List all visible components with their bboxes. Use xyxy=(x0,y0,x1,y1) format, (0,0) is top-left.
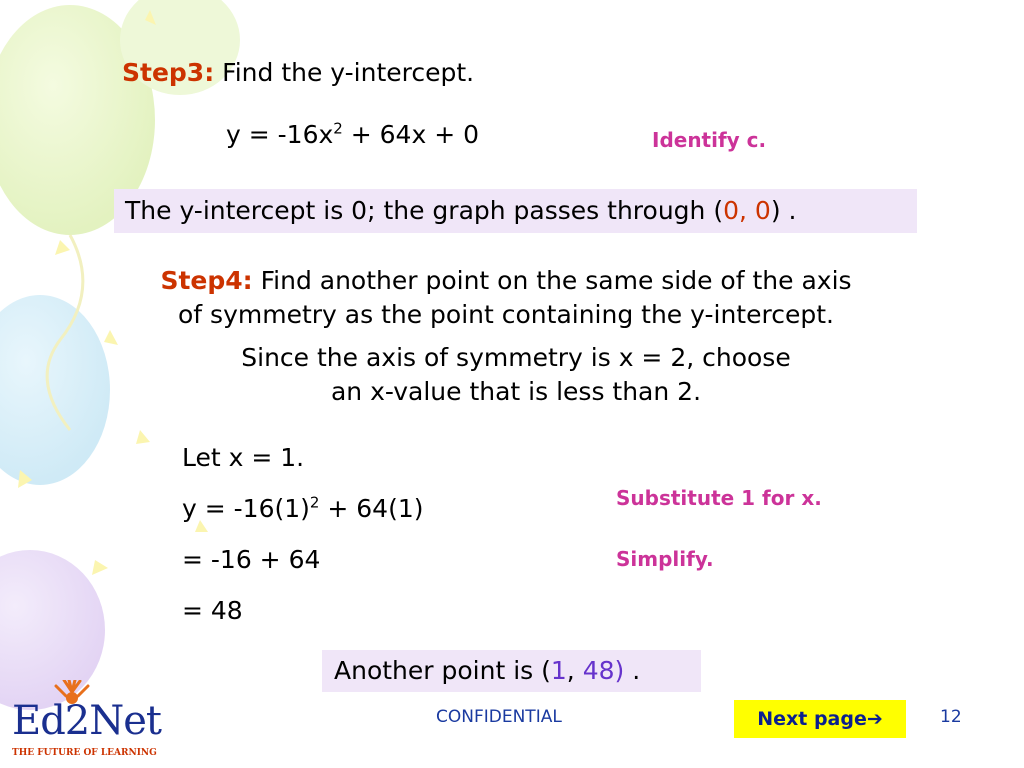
since-line2: an x-value that is less than 2. xyxy=(330,377,702,406)
step4-text-line2: of symmetry as the point containing the y-intercept. xyxy=(178,300,834,329)
intercept-comma: , xyxy=(739,196,755,225)
star-shape xyxy=(92,560,108,575)
work-simplify: = -16 + 64 xyxy=(182,545,321,574)
another-y: 48) xyxy=(582,656,625,685)
work-result: = 48 xyxy=(182,596,243,625)
equation xyxy=(226,120,479,149)
star-shape xyxy=(104,330,118,345)
another-comma: , xyxy=(566,656,583,685)
next-page-label: Next page xyxy=(757,708,867,730)
equation-exponent: 2 xyxy=(333,119,343,138)
since-line1: Since the axis of symmetry is x = 2, choose xyxy=(241,343,791,372)
intercept-x: 0 xyxy=(723,196,739,225)
work-let: Let x = 1. xyxy=(182,443,305,472)
equation-rhs: + 64x + 0 xyxy=(342,120,480,149)
sub-exponent: 2 xyxy=(309,493,320,512)
step4-label: Step4: xyxy=(160,266,253,295)
simplify-note: Simplify. xyxy=(616,547,714,571)
step4-line1 xyxy=(100,264,912,298)
another-x: 1 xyxy=(550,656,567,685)
intercept-y: 0 xyxy=(754,196,771,225)
sub-lhs: y = -16(1) xyxy=(182,494,310,523)
confidential-label: CONFIDENTIAL xyxy=(436,707,562,727)
intercept-box xyxy=(114,189,917,233)
logo-text: Ed2Net xyxy=(12,698,161,744)
intercept-suffix: ) . xyxy=(770,196,797,225)
step4-block xyxy=(100,264,912,332)
logo-tagline: THE FUTURE OF LEARNING xyxy=(12,748,157,758)
work-substitution xyxy=(182,494,424,523)
step3-text: Find the y-intercept. xyxy=(222,58,475,87)
arrow-right-icon: ➔ xyxy=(866,708,883,730)
another-point-box xyxy=(322,650,701,692)
identify-note: Identify c. xyxy=(652,128,767,152)
another-suffix: . xyxy=(624,656,641,685)
page-number: 12 xyxy=(940,707,962,727)
ed2net-logo xyxy=(12,680,162,764)
step3-label: Step3: xyxy=(122,58,215,87)
sub-rhs: + 64(1) xyxy=(319,494,424,523)
star-shape xyxy=(136,430,150,444)
step3-heading xyxy=(122,58,474,87)
balloon-blue xyxy=(0,295,110,485)
another-prefix: Another point is ( xyxy=(334,656,551,685)
substitute-note: Substitute 1 for x. xyxy=(616,486,822,510)
step4-text-line1: Find another point on the same side of the axis xyxy=(260,266,852,295)
intercept-prefix: The y-intercept is 0; the graph passes through ( xyxy=(125,196,724,225)
next-page-button[interactable] xyxy=(734,700,906,738)
equation-lhs: y = -16x xyxy=(226,120,334,149)
star-shape xyxy=(55,240,70,255)
since-block xyxy=(150,341,882,409)
